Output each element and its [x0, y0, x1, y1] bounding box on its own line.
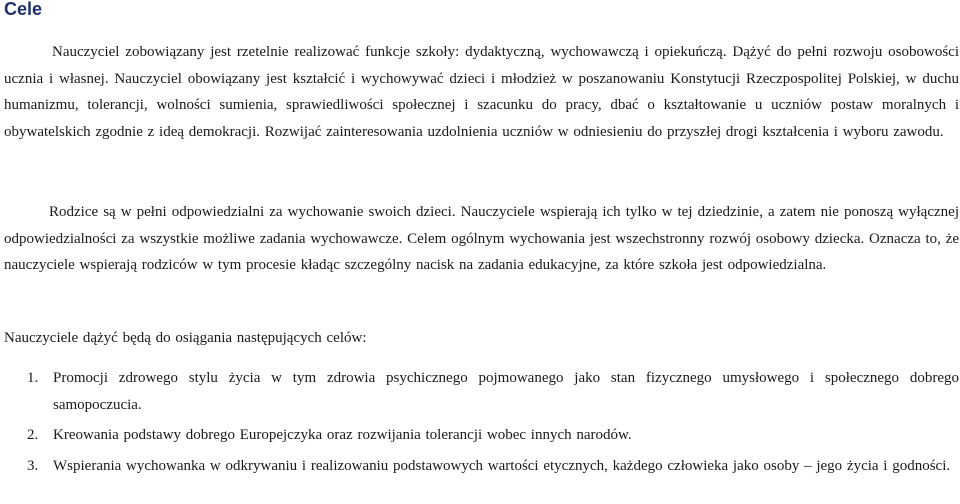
list-item-number: 3. — [27, 458, 39, 475]
list-item-text: Promocji zdrowego stylu życia w tym zdrowia psychicznego pojmowanego jako stan fizycznego umysłowego i społecznego dobrego samopoczucia. — [53, 370, 959, 413]
paragraph-teacher-duties: Nauczyciel zobowiązany jest rzetelnie realizować funkcje szkoły: dydaktyczną, wychowawczą i opiekuńczą. Dążyć do pełni rozwoju osobowości ucznia i własnej. Nauczyciel obowiązany jest kształcić i wychowywać dzieci i młodzież w poszanowaniu Konstytucji Rzeczpospolitej Polskiej, w duchu humanizmu, tolerancji, wolności sumienia, sprawiedliwości społecznej i szacunku do pracy, dbać o kształtowanie u uczniów postaw moralnych i obywatelskich zgodnie z ideą demokracji. Rozwijać zainteresowania uzdolnienia uczniów w odniesieniu do przyszłej drogi kształcenia i wyboru zawodu. — [4, 44, 959, 141]
list-item — [4, 453, 959, 480]
list-item-number: 1. — [27, 370, 39, 386]
list-item — [4, 365, 959, 418]
list-item-number: 2. — [27, 427, 39, 444]
list-item-text: Kreowania podstawy dobrego Europejczyka oraz rozwijania tolerancji wobec innych narodów. — [53, 427, 632, 444]
paragraph-parents-role: Rodzice są w pełni odpowiedzialni za wychowanie swoich dzieci. Nauczyciele wspierają ich tylko w tej dziedzinie, a zatem nie ponoszą wyłącznej odpowiedzialności za wszystkie możliwe zadania wychowawcze. Celem ogólnym wychowania jest wszechstronny rozwój osobowy dziecka. Oznacza to, że nauczyciele wspierają rodziców w tym procesie kładąc szczególny nacisk na zadania edukacyjne, za które szkoła jest odpowiedzialna. — [4, 204, 959, 274]
list-item-text: Wspierania wychowanka w odkrywaniu i realizowaniu podstawowych wartości etycznych, każdego człowieka jako osoby – jego życia i godności. — [53, 458, 951, 475]
section-heading: Cele — [4, 0, 43, 19]
list-item — [4, 422, 959, 449]
goals-list — [4, 365, 959, 480]
paragraph-goals-intro: Nauczyciele dążyć będą do osiągania następujących celów: — [4, 330, 367, 346]
